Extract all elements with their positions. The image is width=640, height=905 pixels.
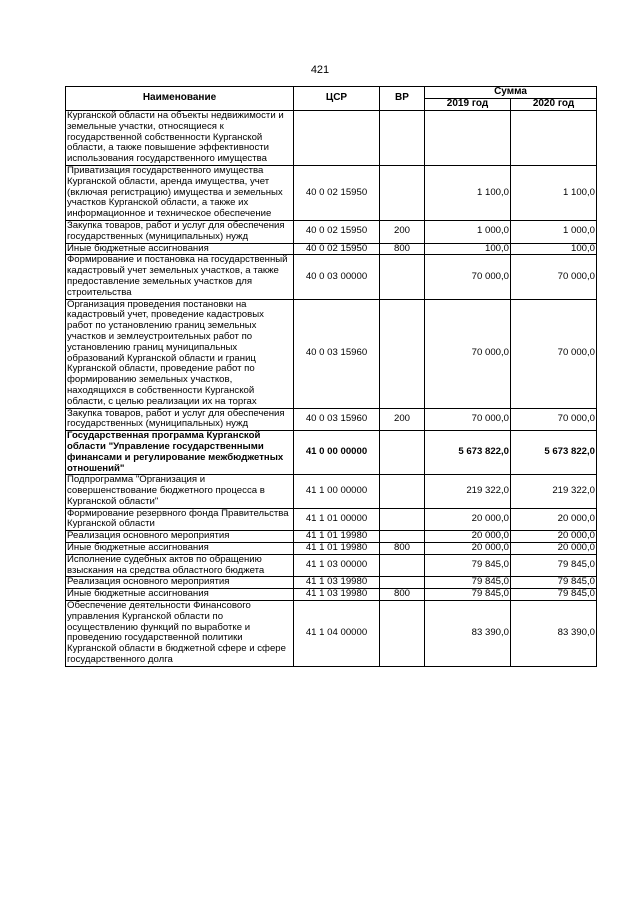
row-vr: 800	[380, 243, 425, 255]
row-vr	[380, 577, 425, 589]
row-vr	[380, 431, 425, 475]
row-sum-2020: 79 845,0	[511, 554, 597, 577]
table-row	[66, 431, 597, 475]
row-vr	[380, 554, 425, 577]
row-csr: 41 1 03 19980	[294, 577, 380, 589]
row-sum-2019: 219 322,0	[425, 475, 511, 508]
row-vr	[380, 165, 425, 220]
header-csr: ЦСР	[294, 87, 380, 111]
row-sum-2020: 1 100,0	[511, 165, 597, 220]
header-name: Наименование	[66, 87, 294, 111]
row-csr: 40 0 03 00000	[294, 255, 380, 299]
row-csr	[294, 111, 380, 166]
row-sum-2019: 20 000,0	[425, 531, 511, 543]
row-sum-2019: 79 845,0	[425, 577, 511, 589]
row-name: Закупка товаров, работ и услуг для обеспечения государственных (муниципальных) нужд	[66, 408, 294, 431]
table-row	[66, 554, 597, 577]
row-csr: 41 1 03 19980	[294, 589, 380, 601]
row-sum-2019: 70 000,0	[425, 299, 511, 408]
row-sum-2019: 70 000,0	[425, 408, 511, 431]
row-csr: 40 0 02 15950	[294, 220, 380, 243]
row-csr: 40 0 03 15960	[294, 408, 380, 431]
row-csr: 40 0 02 15950	[294, 243, 380, 255]
row-sum-2020: 100,0	[511, 243, 597, 255]
row-sum-2020: 83 390,0	[511, 601, 597, 667]
row-sum-2019: 100,0	[425, 243, 511, 255]
row-name: Иные бюджетные ассигнования	[66, 589, 294, 601]
row-sum-2020: 20 000,0	[511, 508, 597, 531]
row-name: Исполнение судебных актов по обращению взыскания на средства областного бюджета	[66, 554, 294, 577]
row-vr	[380, 299, 425, 408]
row-vr	[380, 475, 425, 508]
row-sum-2019: 20 000,0	[425, 543, 511, 555]
row-csr: 40 0 02 15950	[294, 165, 380, 220]
row-vr	[380, 255, 425, 299]
row-sum-2020: 79 845,0	[511, 577, 597, 589]
table-row	[66, 255, 597, 299]
row-vr	[380, 601, 425, 667]
row-csr: 41 1 01 00000	[294, 508, 380, 531]
row-sum-2019: 1 100,0	[425, 165, 511, 220]
row-sum-2020: 70 000,0	[511, 299, 597, 408]
header-2020: 2020 год	[511, 99, 597, 111]
row-csr: 41 1 01 19980	[294, 531, 380, 543]
table-row	[66, 589, 597, 601]
row-csr: 41 1 00 00000	[294, 475, 380, 508]
row-vr: 200	[380, 220, 425, 243]
row-name: Организация проведения постановки на кадастровый учет, проведение кадастровых работ по установлению границ земельных участков и землеустроительных работ по установлению границ муниципальных образований Курганской области и границ Курганской области, проведение работ по формированию земельных участков, находящихся в собственности Курганской области, с целью реализации их на торгах	[66, 299, 294, 408]
table-row	[66, 111, 597, 166]
row-sum-2019: 20 000,0	[425, 508, 511, 531]
row-sum-2020: 5 673 822,0	[511, 431, 597, 475]
row-sum-2019: 5 673 822,0	[425, 431, 511, 475]
row-name: Закупка товаров, работ и услуг для обеспечения государственных (муниципальных) нужд	[66, 220, 294, 243]
row-sum-2020: 70 000,0	[511, 255, 597, 299]
row-sum-2019: 70 000,0	[425, 255, 511, 299]
row-csr: 41 0 00 00000	[294, 431, 380, 475]
row-sum-2020: 79 845,0	[511, 589, 597, 601]
row-name: Реализация основного мероприятия	[66, 531, 294, 543]
row-sum-2019: 79 845,0	[425, 554, 511, 577]
budget-table	[65, 86, 597, 667]
row-vr: 800	[380, 543, 425, 555]
header-2019: 2019 год	[425, 99, 511, 111]
table-row	[66, 243, 597, 255]
row-name: Реализация основного мероприятия	[66, 577, 294, 589]
table-row	[66, 299, 597, 408]
page-number: 421	[310, 64, 330, 76]
row-sum-2019: 79 845,0	[425, 589, 511, 601]
row-sum-2019	[425, 111, 511, 166]
row-csr: 41 1 03 00000	[294, 554, 380, 577]
row-sum-2020: 20 000,0	[511, 531, 597, 543]
row-sum-2020: 70 000,0	[511, 408, 597, 431]
row-name: Формирование и постановка на государственный кадастровый учет земельных участков, а также предоставление земельных участков для строительства	[66, 255, 294, 299]
table-row	[66, 543, 597, 555]
row-sum-2019: 83 390,0	[425, 601, 511, 667]
row-vr	[380, 531, 425, 543]
row-name: Государственная программа Курганской области "Управление государственными финансами и регулирование межбюджетных отношений"	[66, 431, 294, 475]
row-name: Приватизация государственного имущества Курганской области, аренда имущества, учет (включая регистрацию) имущества и земельных участков Курганской области, а также их информационное и техническое обеспечение	[66, 165, 294, 220]
table-row	[66, 220, 597, 243]
table-row	[66, 475, 597, 508]
table-row	[66, 165, 597, 220]
table-header	[66, 87, 597, 111]
row-vr: 200	[380, 408, 425, 431]
row-sum-2020: 219 322,0	[511, 475, 597, 508]
header-sum: Сумма	[425, 87, 597, 99]
table-row	[66, 531, 597, 543]
row-csr: 41 1 04 00000	[294, 601, 380, 667]
row-name: Иные бюджетные ассигнования	[66, 543, 294, 555]
row-sum-2020	[511, 111, 597, 166]
row-name: Обеспечение деятельности Финансового управления Курганской области по осуществлению функций по выработке и проведению государственной политики Курганской области в бюджетной сфере и сфере государственного долга	[66, 601, 294, 667]
row-name: Курганской области на объекты недвижимости и земельные участки, относящиеся к государственной собственности Курганской области, а также повышение эффективности использования государственного имущества	[66, 111, 294, 166]
table-row	[66, 601, 597, 667]
row-vr	[380, 508, 425, 531]
table-row	[66, 577, 597, 589]
table-row	[66, 508, 597, 531]
row-sum-2020: 1 000,0	[511, 220, 597, 243]
row-vr: 800	[380, 589, 425, 601]
row-csr: 40 0 03 15960	[294, 299, 380, 408]
row-csr: 41 1 01 19980	[294, 543, 380, 555]
header-vr: ВР	[380, 87, 425, 111]
row-name: Формирование резервного фонда Правительства Курганской области	[66, 508, 294, 531]
table-body	[66, 111, 597, 667]
row-sum-2019: 1 000,0	[425, 220, 511, 243]
table-row	[66, 408, 597, 431]
row-name: Подпрограмма "Организация и совершенствование бюджетного процесса в Курганской области"	[66, 475, 294, 508]
row-sum-2020: 20 000,0	[511, 543, 597, 555]
row-vr	[380, 111, 425, 166]
row-name: Иные бюджетные ассигнования	[66, 243, 294, 255]
